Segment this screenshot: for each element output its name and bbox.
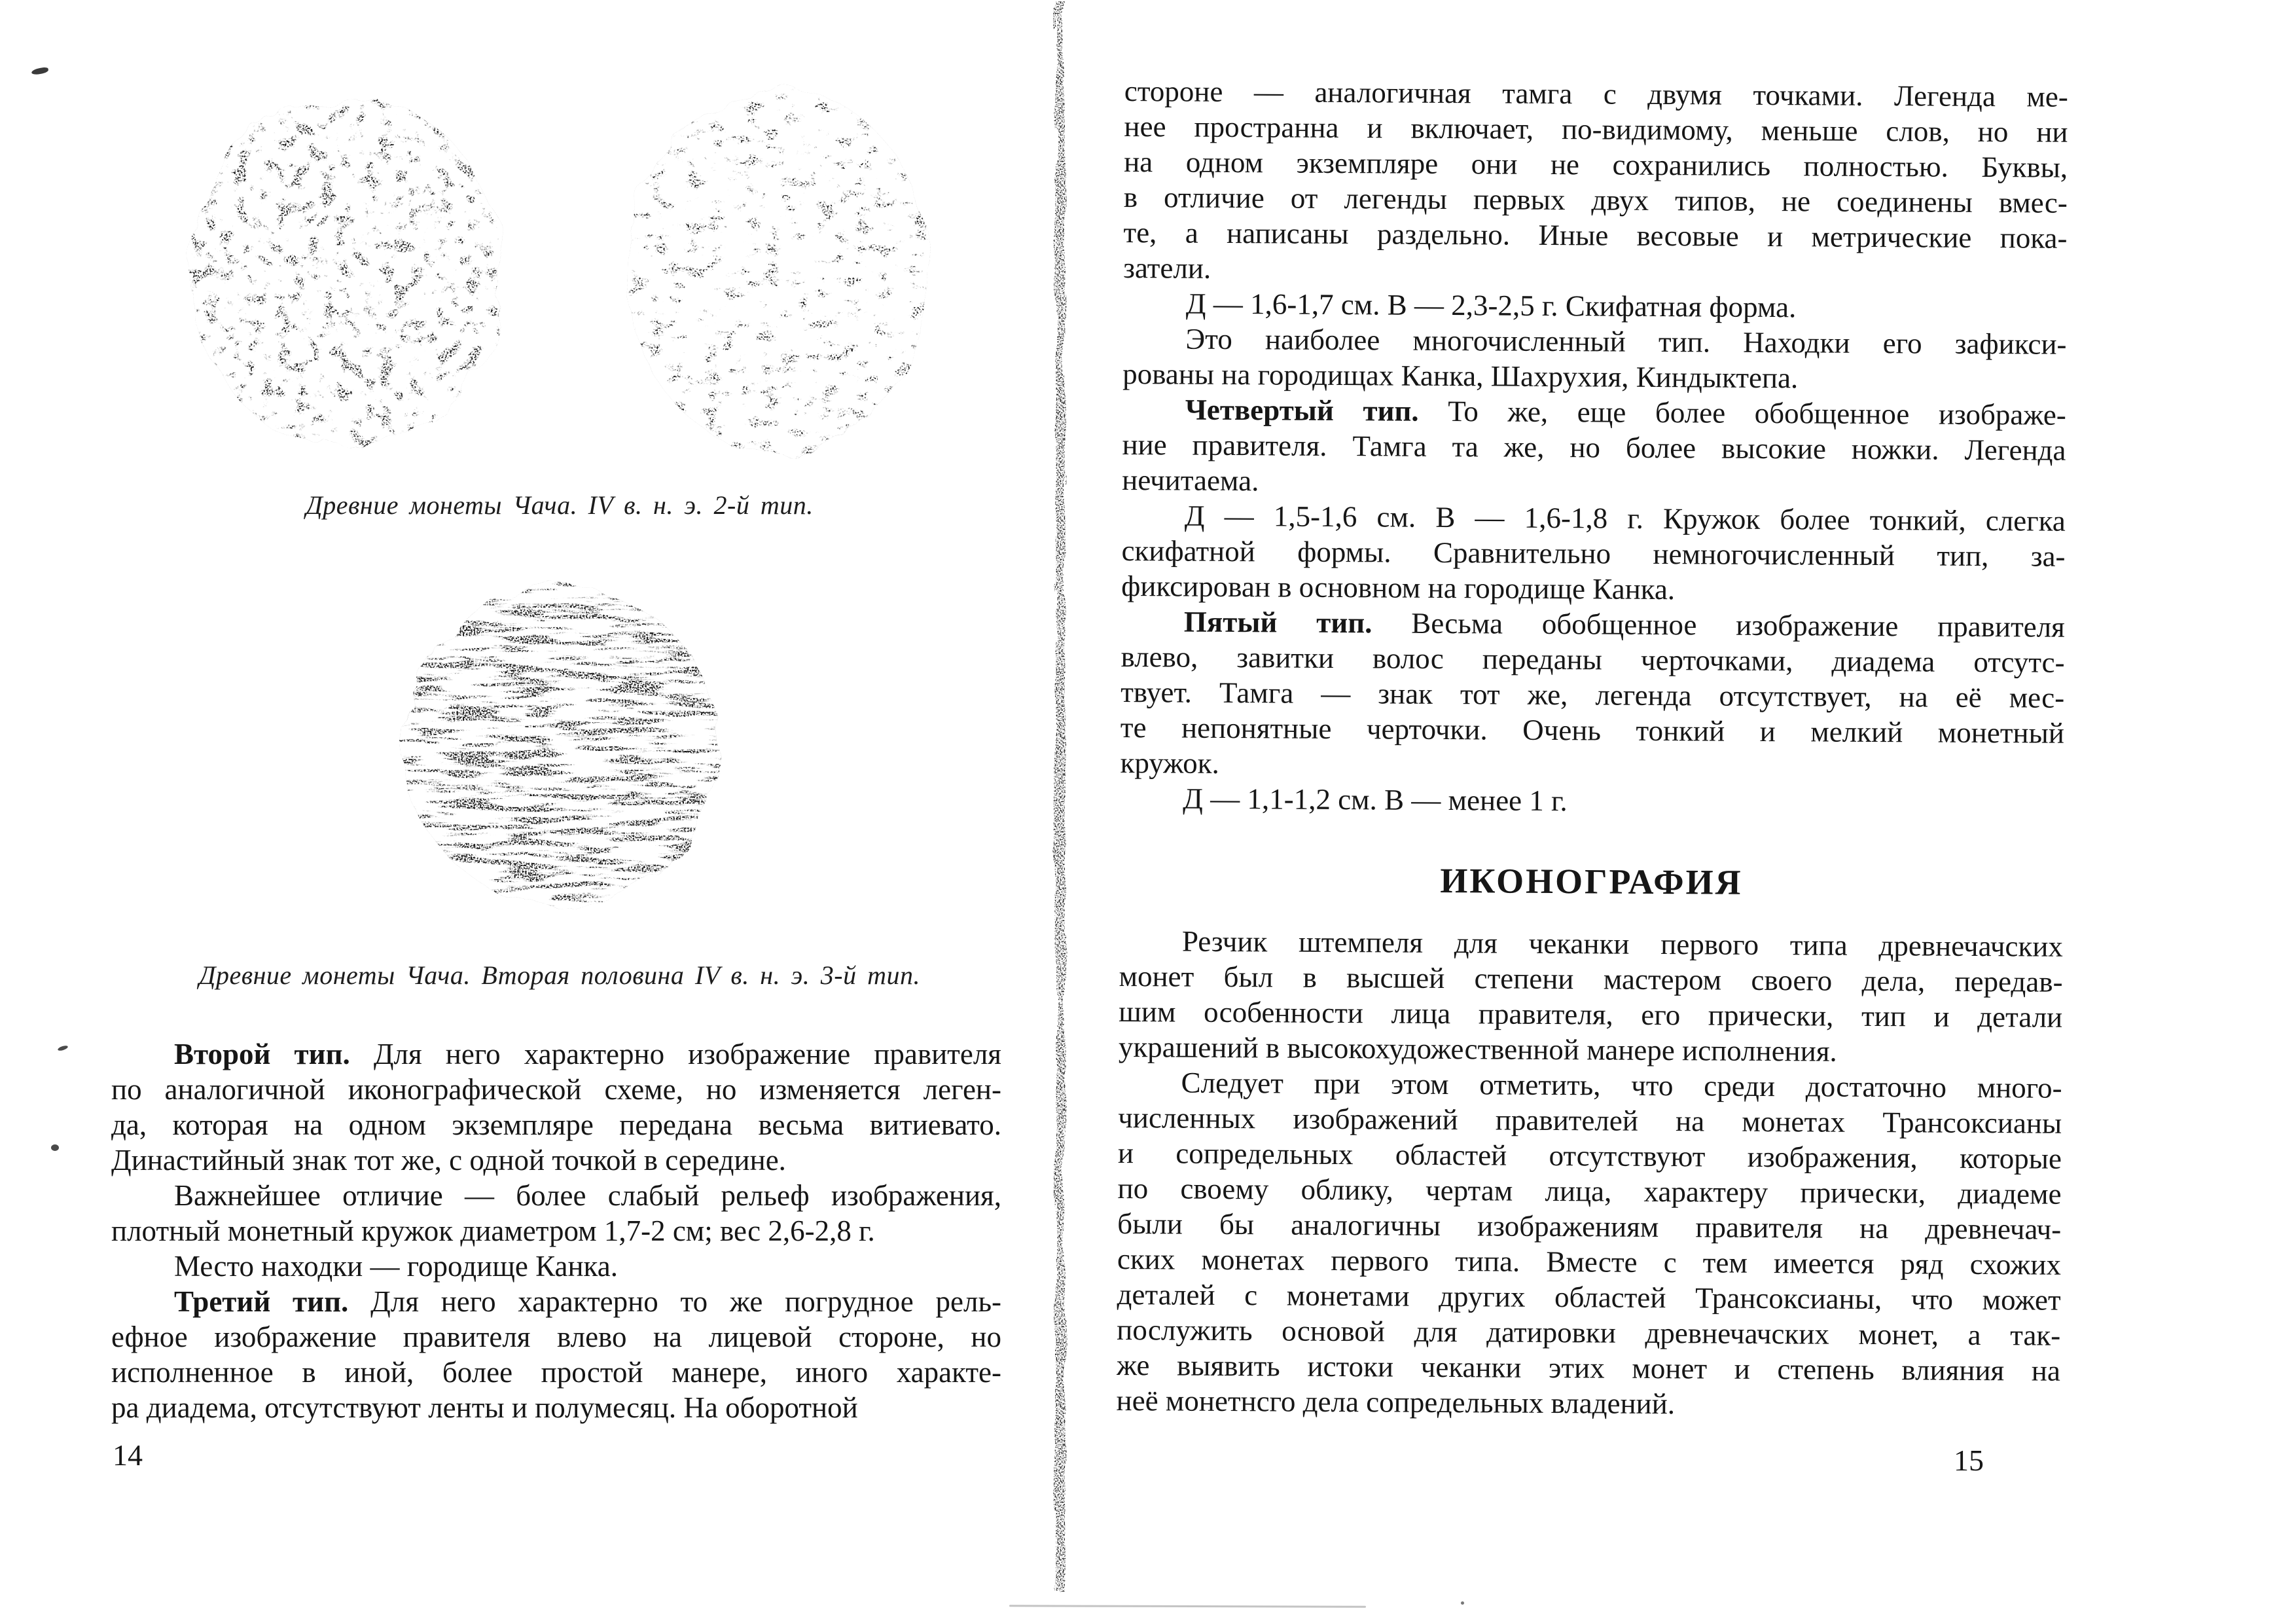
- paragraph: [111, 1249, 1001, 1284]
- text-line: по аналогичной иконографической схеме, но изменяется леген-: [111, 1073, 1001, 1106]
- scan-artifact: [57, 1045, 68, 1052]
- coin-photo-third-type: [391, 574, 732, 917]
- text-line: Д — 1,1-1,2 см. В — менее 1 г.: [1183, 782, 1568, 818]
- section-heading-iconography: ИКОНОГРАФИЯ: [1440, 860, 1743, 902]
- coin-photo-obverse-ruler: [175, 84, 519, 460]
- text-line: в отличие от легенды первых двух типов, не соединены вмес-: [1123, 180, 2068, 219]
- text-line: исполненное в иной, более простой манере, иного характе-: [111, 1356, 1001, 1389]
- text-line: Д — 1,6-1,7 см. В — 2,3-2,5 г. Скифатная форма.: [1185, 287, 1797, 324]
- paragraph: [1123, 285, 2067, 327]
- text-line: численных изображений правителей на монетах Трансоксианы: [1118, 1101, 2062, 1140]
- text-line: да, которая на одном экземпляре передана весьма витиевато.: [111, 1108, 1001, 1141]
- paragraph: [1121, 498, 2066, 610]
- text-line: ние правителя. Тамга та же, но более высокие ножки. Легенда: [1122, 428, 2066, 467]
- text-line: неё монетнсго дела сопредельных владений.: [1116, 1383, 1676, 1421]
- text-line: Четвертый тип. То же, еще более обобщенное изображе-: [1185, 393, 2066, 431]
- text-line: влево, завитки волос переданы черточками, диадема отсутс-: [1121, 640, 2065, 679]
- text-line: стороне — аналогичная тамга с двумя точками. Легенда ме-: [1124, 74, 2068, 113]
- text-line: скифатной формы. Сравнительно немногочисленный тип, за-: [1121, 534, 2066, 573]
- paragraph-lead: Третий тип.: [174, 1285, 371, 1318]
- text-line: нечитаема.: [1122, 463, 1259, 498]
- text-block-iconography: [1116, 923, 2063, 1424]
- text-line: и сопредельных областей отсутствуют изображения, которые: [1117, 1136, 2062, 1175]
- scan-artifact: [31, 67, 48, 75]
- paragraph: [1119, 923, 2063, 1070]
- paragraph: [1120, 604, 2065, 786]
- text-line: Второй тип. Для него характерно изображение правителя: [174, 1038, 1001, 1070]
- paragraph: [1122, 321, 2067, 397]
- text-line: украшений в высокохудожественной манере исполнения.: [1118, 1030, 1837, 1068]
- text-line: те, а написаны раздельно. Иные весовые и метрические пока-: [1123, 215, 2068, 255]
- figure-caption: Древние монеты Чача. Вторая половина IV в. н. э. 3-й тип.: [199, 960, 920, 990]
- page-number-right: 15: [1954, 1444, 1984, 1477]
- text-column-right: [1116, 73, 2068, 1424]
- scan-artifact: [1461, 1601, 1464, 1605]
- text-line: ра диадема, отсутствуют ленты и полумесяц. На оборотной: [111, 1391, 858, 1424]
- book-spine-gutter: [1045, 1, 1077, 1592]
- paragraph: [111, 1178, 1001, 1249]
- text-line: Династийный знак тот же, с одной точкой в середине.: [111, 1144, 786, 1176]
- text-line: на одном экземпляре они не сохранились полностью. Буквы,: [1124, 145, 2068, 184]
- text-line: затели.: [1123, 251, 1211, 285]
- text-line: нее пространна и включает, по-видимому, меньше слов, но ни: [1124, 109, 2068, 149]
- scan-artifact: [51, 1144, 59, 1151]
- text-line: же выявить истоки чеканки этих монет и степень влияния на: [1116, 1348, 2061, 1387]
- scan-artifact: [1009, 1605, 1366, 1607]
- paragraph: [1116, 1065, 2062, 1424]
- text-line: деталей с монетами других областей Трансоксианы, что может: [1117, 1277, 2061, 1317]
- text-line: послужить основой для датировки древнечачских монет, а так-: [1117, 1313, 2061, 1352]
- coin-photo-reverse-tamga: [612, 80, 946, 463]
- text-line: кружок.: [1120, 746, 1219, 780]
- text-line: плотный монетный кружок диаметром 1,7-2 см; вес 2,6-2,8 г.: [111, 1214, 875, 1247]
- paragraph-lead: Пятый тип.: [1183, 605, 1412, 640]
- text-line: Д — 1,5-1,6 см. В — 1,6-1,8 г. Кружок более тонкий, слегка: [1184, 499, 2066, 538]
- text-line: те непонятные черточки. Очень тонкий и мелкий монетный: [1120, 710, 2065, 750]
- text-line: Место находки — городище Канка.: [174, 1250, 618, 1283]
- paragraph: [1120, 780, 2064, 822]
- paragraph: [1123, 73, 2068, 291]
- figure-caption: Древние монеты Чача. IV в. н. э. 2-й тип.: [306, 490, 814, 520]
- text-line: Третий тип. Для него характерно то же погрудное рель-: [174, 1285, 1001, 1318]
- paragraph-lead: Второй тип.: [174, 1038, 374, 1070]
- text-line: Пятый тип. Весьма обобщенное изображение правителя: [1183, 605, 2065, 644]
- text-line: шим особенности лица правителя, его прически, тип и детали: [1119, 994, 2063, 1034]
- paragraph-lead: Четвертый тип.: [1185, 393, 1448, 428]
- text-line: рованы на городищах Канка, Шахрухия, Киндыктепа.: [1122, 357, 1799, 395]
- text-line: ефное изображение правителя влево на лицевой стороне, но: [111, 1321, 1001, 1353]
- paragraph: [1122, 392, 2066, 503]
- paragraph: [111, 1284, 1001, 1425]
- text-line: твует. Тамга — знак тот же, легенда отсутствует, на её мес-: [1121, 675, 2065, 714]
- paragraph: [111, 1036, 1001, 1178]
- text-line: фиксирован в основном на городище Канка.: [1121, 569, 1676, 606]
- text-block-types: [1120, 73, 2068, 822]
- text-line: ских монетах первого типа. Вместе с тем имеется ряд схожих: [1117, 1242, 2062, 1281]
- text-line: Следует при этом отметить, что среди достаточно много-: [1181, 1066, 2062, 1104]
- text-line: Это наиболее многочисленный тип. Находки его зафикси-: [1185, 322, 2067, 361]
- text-line: Важнейшее отличие — более слабый рельеф изображения,: [174, 1179, 1001, 1212]
- text-line: Резчик штемпеля для чеканки первого типа древнечачских: [1181, 924, 2064, 963]
- text-line: по своему облику, чертам лица, характеру прически, диадеме: [1117, 1171, 2062, 1211]
- page-number-left: 14: [113, 1438, 143, 1472]
- text-column-left: [111, 1036, 1001, 1425]
- text-line: монет был в высшей степени мастером своего дела, передав-: [1119, 959, 2063, 998]
- text-line: были бы аналогичны изображениям правителя на древнечач-: [1117, 1207, 2062, 1246]
